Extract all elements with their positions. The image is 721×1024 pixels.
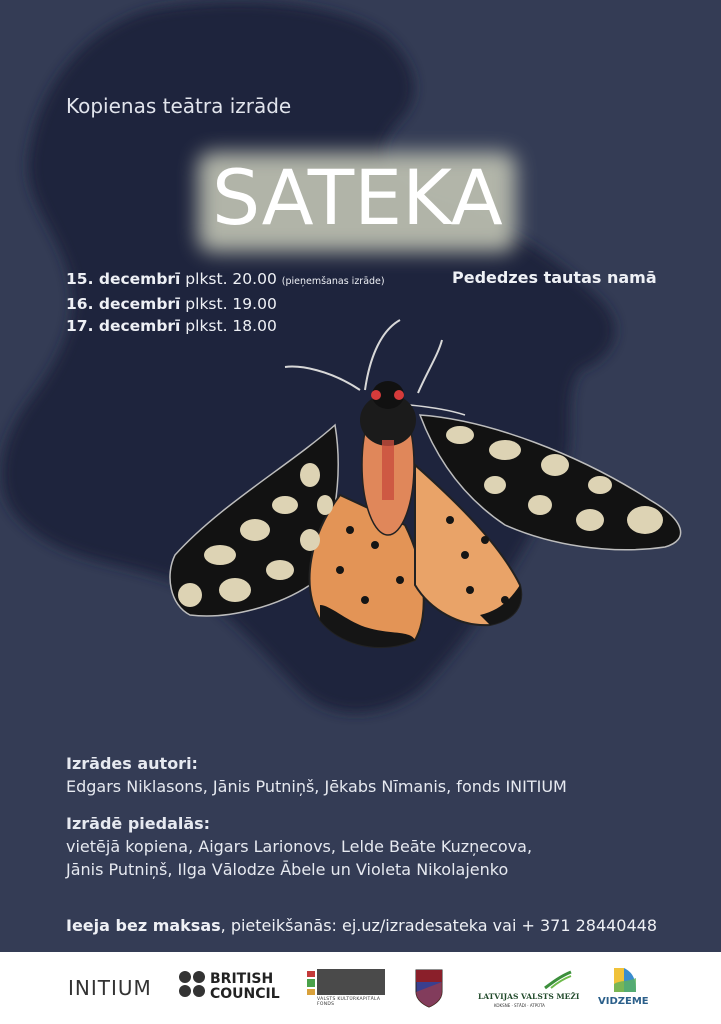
tree-icon (543, 970, 573, 990)
vkkf-logo: VALSTS KULTŪRKAPITĀLA FONDS (305, 967, 385, 1007)
venue: Pededzes tautas namā (452, 268, 657, 287)
lvm-logo: LATVIJAS VALSTS MEŽI KOKSNE · STĀDI · ATPŪTA (478, 970, 578, 1010)
event-title: SATEKA (212, 153, 503, 242)
moth-illustration (160, 315, 690, 670)
british-council-logo: BRITISH COUNCIL (178, 970, 278, 1004)
initium-logo: INITIUM (68, 976, 152, 1000)
vkkf-mark-icon (305, 969, 317, 997)
vidzeme-flag-icon (610, 966, 640, 994)
event-subtitle: Kopienas teātra izrāde (66, 94, 292, 118)
sponsor-footer (0, 952, 721, 1024)
cast-line: vietējā kopiena, Aigars Larionovs, Lelde Beāte Kuzņecova, (66, 837, 533, 856)
coat-of-arms-icon (414, 968, 444, 1008)
vidzeme-logo: VIDZEME (598, 966, 658, 1014)
date-line: 16. decembrī plkst. 19.00 (66, 295, 277, 313)
credits (66, 752, 567, 881)
cast-heading: Izrādē piedalās: (66, 814, 211, 833)
entry-info: Ieeja bez maksas, pieteikšanās: ej.uz/izradesateka vai + 371 28440448 (66, 916, 658, 935)
authors-heading: Izrādes autori: (66, 754, 198, 773)
british-council-dots-icon (178, 970, 206, 998)
authors: Edgars Niklasons, Jānis Putniņš, Jēkabs Nīmanis, fonds INITIUM (66, 777, 567, 796)
date-line: 17. decembrī plkst. 18.00 (66, 317, 277, 335)
cast-line: Jānis Putniņš, Ilga Vālodze Ābele un Violeta Nikolajenko (66, 860, 509, 879)
date-line: 15. decembrī plkst. 20.00 (pieņemšanas izrāde) (66, 270, 385, 288)
